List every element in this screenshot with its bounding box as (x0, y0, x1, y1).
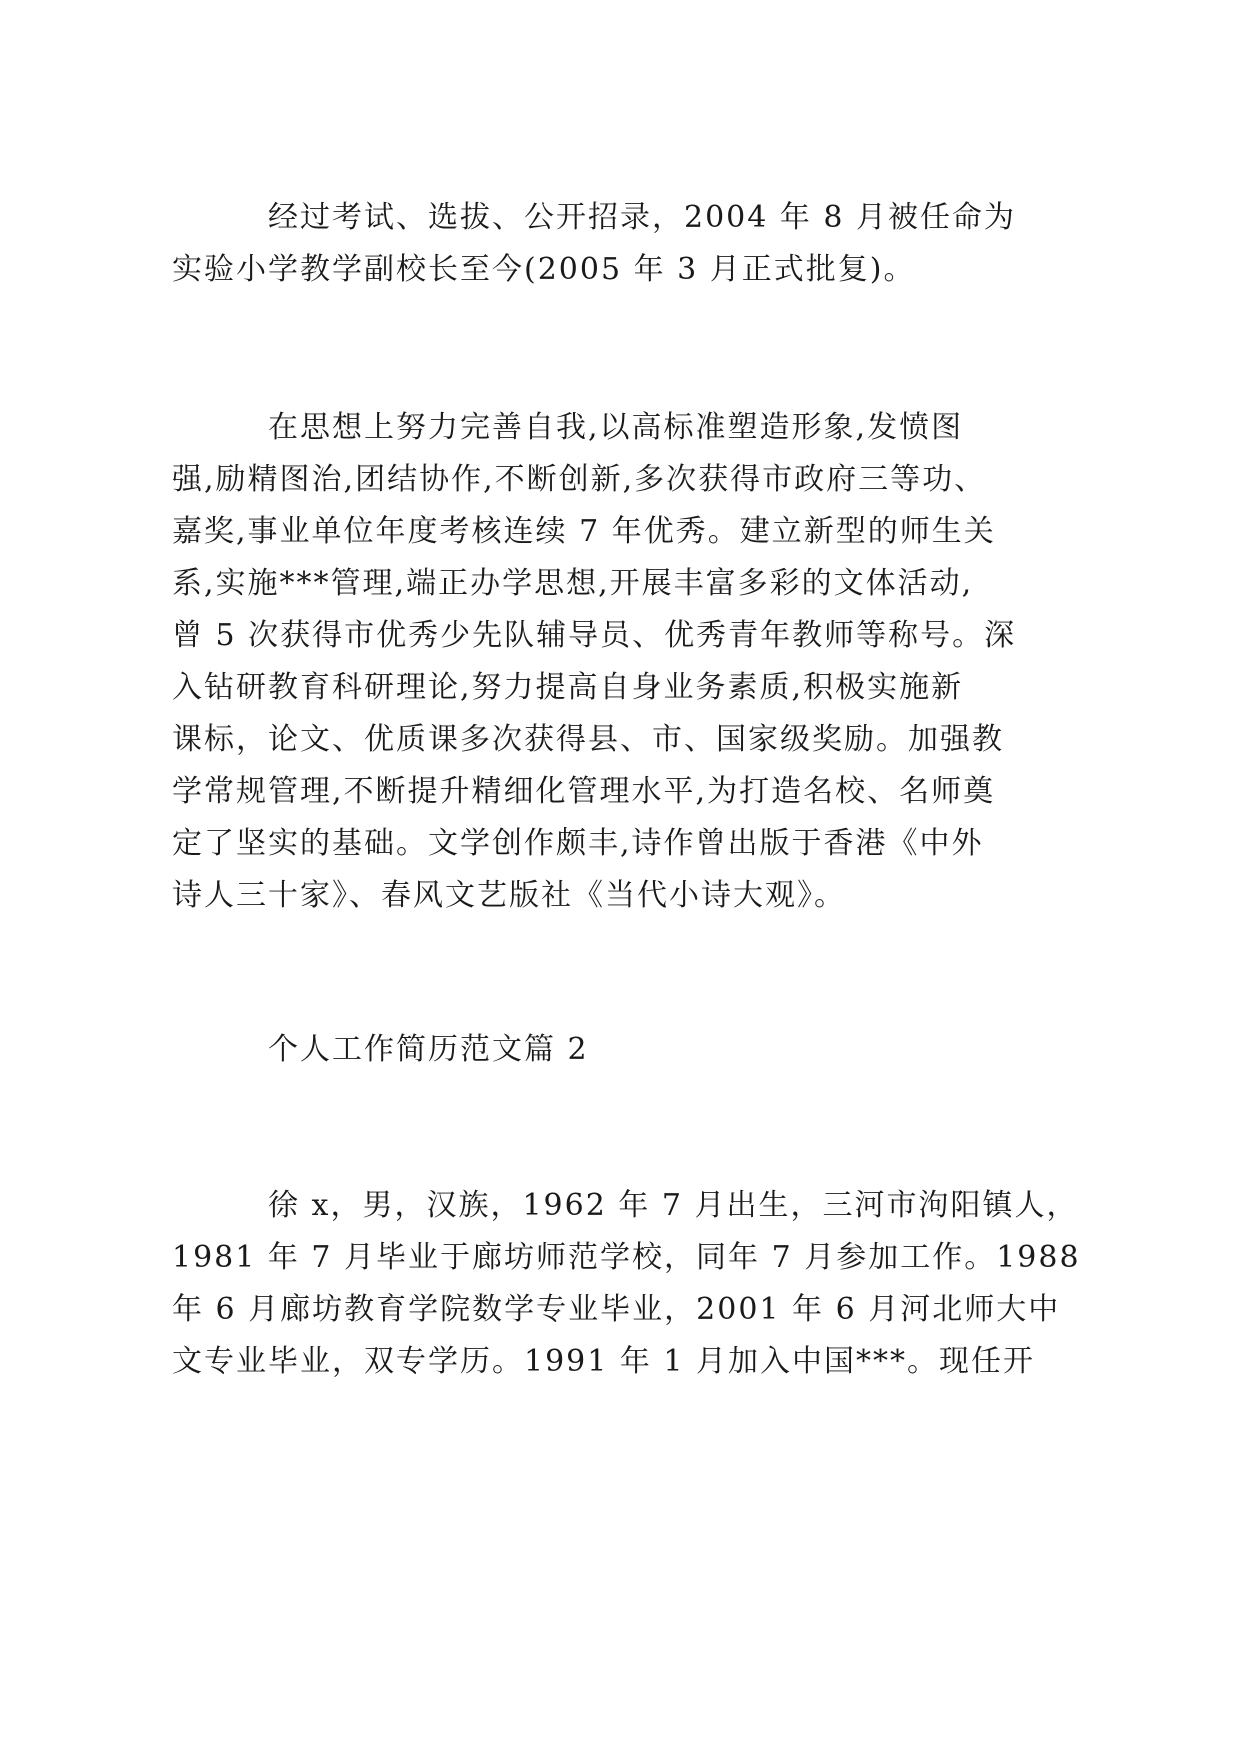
paragraph-3-line-1: 徐 x，男，汉族，1962 年 7 月出生，三河市泃阳镇人， (268, 1188, 1079, 1223)
paragraph-2-line-7: 课标，论文、优质课多次获得县、市、国家级奖励。加强教 (172, 722, 1004, 757)
paragraph-2-line-5: 曾 5 次获得市优秀少先队辅导员、优秀青年教师等称号。深 (172, 618, 1017, 653)
paragraph-2-line-2: 强,励精图治,团结协作,不断创新,多次获得市政府三等功、 (172, 462, 987, 497)
paragraph-2-line-4: 系,实施***管理,端正办学思想,开展丰富多彩的文体活动, (172, 566, 974, 601)
paragraph-2-line-8: 学常规管理,不断提升精细化管理水平,为打造名校、名师奠 (172, 774, 996, 809)
paragraph-1-line-2: 实验小学教学副校长至今(2005 年 3 月正式批复)。 (172, 252, 916, 287)
paragraph-3-line-2: 1981 年 7 月毕业于廊坊师范学校，同年 7 月参加工作。1988 (172, 1240, 1081, 1275)
paragraph-1-line-1: 经过考试、选拔、公开招录，2004 年 8 月被任命为 (268, 200, 1017, 235)
paragraph-3-line-3: 年 6 月廊坊教育学院数学专业毕业，2001 年 6 月河北师大中 (172, 1292, 1061, 1327)
paragraph-2-line-1: 在思想上努力完善自我,以高标准塑造形象,发愤图 (268, 410, 964, 445)
paragraph-2-line-3: 嘉奖,事业单位年度考核连续 7 年优秀。建立新型的师生关 (172, 514, 996, 549)
paragraph-2-line-9: 定了坚实的基础。文学创作颇丰,诗作曾出版于香港《中外 (172, 826, 984, 861)
paragraph-2-line-10: 诗人三十家》、春风文艺版社《当代小诗大观》。 (172, 878, 846, 913)
paragraph-2-line-6: 入钻研教育科研理论,努力提高自身业务素质,积极实施新 (172, 670, 964, 705)
section-heading: 个人工作简历范文篇 2 (268, 1032, 589, 1067)
paragraph-3-line-4: 文专业毕业，双专学历。1991 年 1 月加入中国***。现任开 (172, 1344, 1036, 1379)
